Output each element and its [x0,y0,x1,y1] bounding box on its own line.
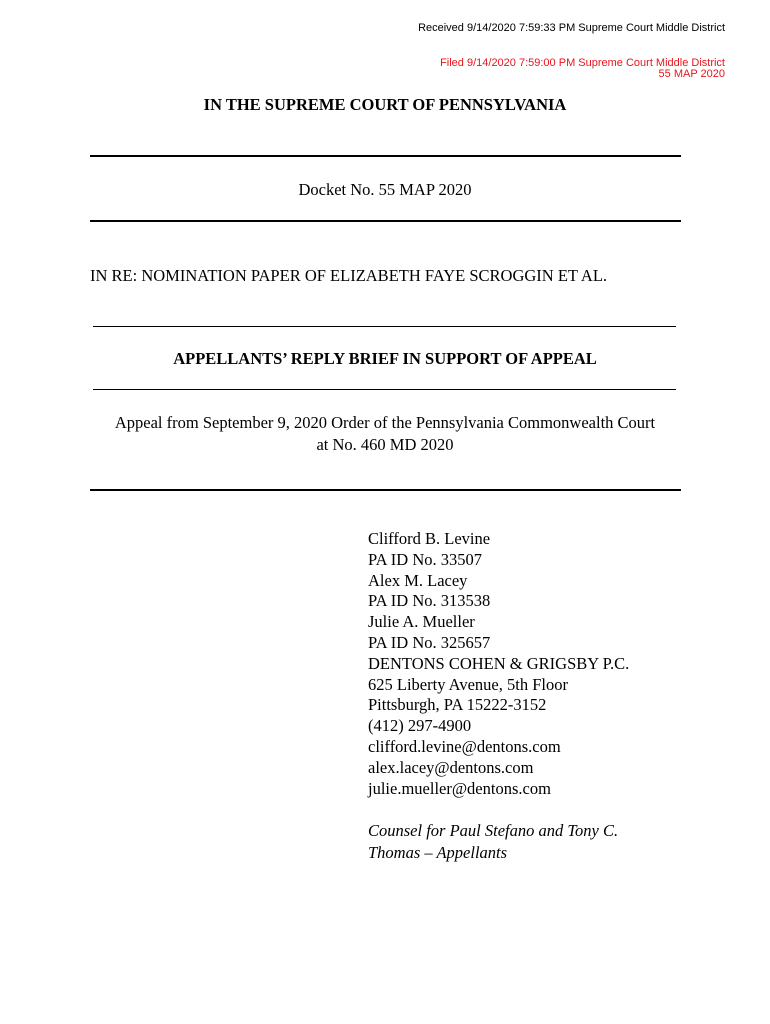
counsel-line: Alex M. Lacey [368,570,468,590]
counsel-line[interactable]: julie.mueller@dentons.com [368,778,551,798]
counsel-for [368,820,668,864]
counsel-block [368,529,629,799]
counsel-line: Pittsburgh, PA 15222-3152 [368,695,547,715]
counsel-for-line: Thomas – Appellants [368,843,508,862]
received-stamp: Received 9/14/2020 7:59:33 PM Supreme Court Middle District [418,22,725,34]
divider-rule [90,489,681,491]
divider-rule [90,155,681,157]
filed-stamp-line: Filed 9/14/2020 7:59:00 PM Supreme Court Middle District [440,57,725,69]
underscore-line [93,326,676,327]
counsel-line: PA ID No. 313538 [368,591,491,611]
case-caption: IN RE: NOMINATION PAPER OF ELIZABETH FAYE SCROGGIN ET AL. [90,266,608,285]
counsel-line[interactable]: alex.lacey@dentons.com [368,757,534,777]
brief-title: APPELLANTS’ REPLY BRIEF IN SUPPORT OF APPEAL [173,349,597,368]
divider-rule [90,220,681,222]
counsel-line: Julie A. Mueller [368,612,475,632]
counsel-line[interactable]: clifford.levine@dentons.com [368,736,561,756]
counsel-line: PA ID No. 33507 [368,549,482,569]
counsel-for-line: Counsel for Paul Stefano and Tony C. [368,821,619,840]
counsel-line: (412) 297-4900 [368,716,472,736]
filed-stamp [440,58,725,80]
counsel-line: PA ID No. 325657 [368,632,491,652]
appeal-description [85,412,685,456]
court-heading: IN THE SUPREME COURT OF PENNSYLVANIA [203,95,567,114]
appeal-line: Appeal from September 9, 2020 Order of the Pennsylvania Commonwealth Court [114,413,656,432]
counsel-line: Clifford B. Levine [368,529,491,548]
docket-number: Docket No. 55 MAP 2020 [298,180,472,199]
appeal-line: at No. 460 MD 2020 [316,435,454,454]
underscore-line [93,389,676,390]
filed-stamp-docket: 55 MAP 2020 [658,68,725,80]
counsel-line: 625 Liberty Avenue, 5th Floor [368,674,568,694]
counsel-line: DENTONS COHEN & GRIGSBY P.C. [368,653,630,673]
